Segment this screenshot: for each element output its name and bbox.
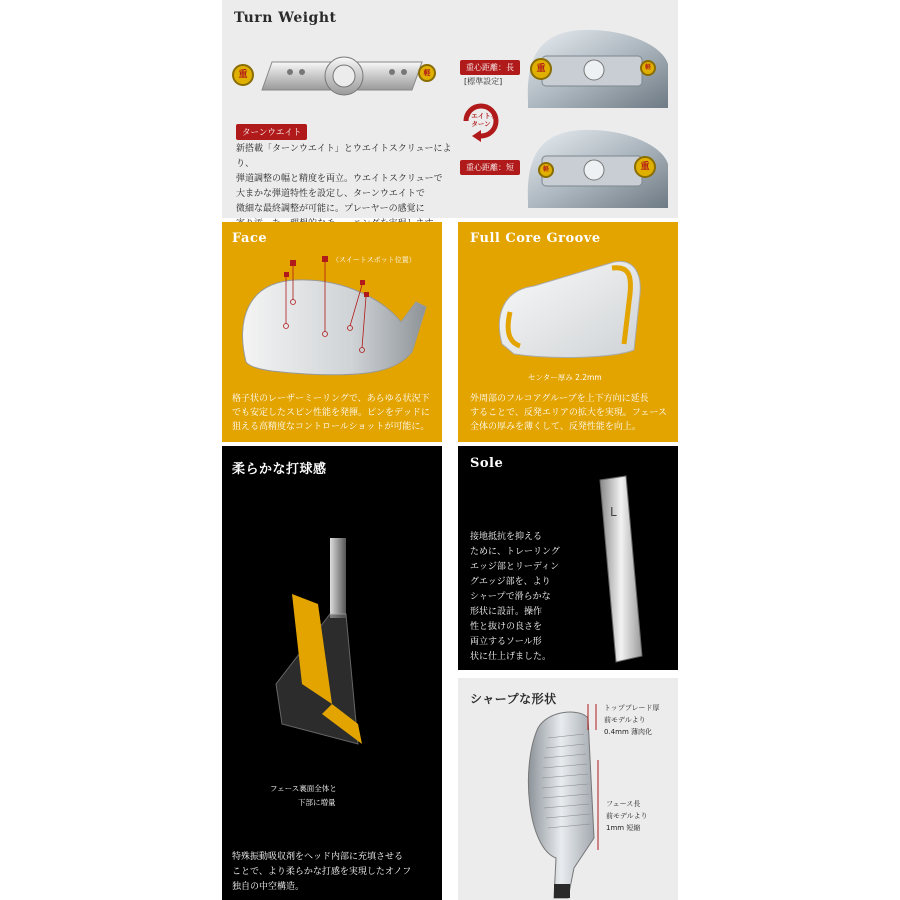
turn-weight-body [236, 142, 466, 232]
face-body [232, 392, 442, 434]
face-image [236, 252, 436, 382]
sole-line-7: 性と抜けの良さを [470, 622, 543, 632]
full-core-title: Full Core Groove [470, 231, 601, 246]
standard-setting-label: [標準設定] [464, 77, 503, 86]
short-cog-tag: 重心距離：短 [460, 160, 520, 175]
top-blade-line-1: トップブレード厚 [604, 704, 660, 712]
turn-weight-tag: ターンウエイト [236, 124, 307, 140]
svg-text:L: L [610, 505, 617, 519]
light-badge: 軽 [418, 64, 436, 82]
full-core-image [494, 254, 644, 364]
full-core-panel [458, 222, 678, 442]
sole-title: Sole [470, 456, 504, 471]
top-blade-line-3: 0.4mm 薄肉化 [604, 728, 652, 736]
face-panel [222, 222, 442, 442]
full-core-line-2: することで、反発エリアの拡大を実現。フェース [470, 408, 667, 418]
face-line-2: でも安定したスピン性能を発揮。ピンをデッドに [232, 408, 430, 418]
sole-line-4: グエッジ部を、より [470, 577, 551, 587]
full-core-body [470, 392, 678, 434]
feel-line-1: 特殊振動吸収剤をヘッド内部に充填させる [232, 852, 404, 862]
feel-note-2: 下部に増量 [298, 798, 336, 807]
long-cog-tag: 重心距離：長 [460, 60, 520, 75]
light-badge-short: 軽 [538, 162, 554, 178]
turn-weight-panel [222, 0, 678, 218]
turn-weight-line-3: 大まかな弾道特性を設定し、ターンウエイトで [236, 189, 425, 199]
feel-body [232, 850, 442, 895]
face-length-line-1: フェース長 [606, 800, 641, 808]
face-length-line-2: 前モデルより [606, 812, 648, 820]
turn-weight-line-2: 弾道調整の幅と精度を両立。ウエイトスクリューで [236, 174, 443, 184]
turn-label [460, 112, 502, 128]
feel-line-3: 独自の中空構造。 [232, 882, 305, 892]
turn-weight-line-4: 微細な最終調整が可能に。プレーヤーの感覚に [236, 204, 425, 214]
light-badge-long: 軽 [640, 60, 656, 76]
sole-line-5: シャープで滑らかな [470, 592, 551, 602]
face-line-3: 狙える高精度なコントロールショットが可能に。 [232, 422, 430, 432]
sole-image [576, 476, 666, 666]
sole-line-9: 状に仕上げました。 [470, 652, 552, 662]
sole-line-8: 両立するソール形 [470, 637, 542, 647]
face-length-line-3: 1mm 短縮 [606, 824, 641, 832]
full-core-line-1: 外周部のフルコアグルーブを上下方向に延長 [470, 394, 649, 404]
turn-weight-title: Turn Weight [234, 10, 337, 26]
hollow-iron-image [262, 534, 422, 764]
sole-line-1: 接地抵抗を抑える [470, 532, 543, 542]
turn-label-2: ターン [471, 120, 491, 128]
heavy-badge-short: 重 [634, 156, 656, 178]
heavy-badge: 重 [232, 64, 254, 86]
sharp-title: シャープな形状 [470, 692, 557, 706]
sole-line-3: エッジ部とリーディン [470, 562, 560, 572]
face-line-1: 格子状のレーザーミーリングで、あらゆる状況下 [232, 394, 430, 404]
center-thickness-label: センター厚み 2.2mm [528, 373, 602, 382]
feel-note [270, 782, 337, 810]
top-blade-note [604, 702, 660, 738]
sole-body [470, 530, 580, 665]
sharp-panel [458, 678, 678, 900]
turn-weight-plate-image [252, 52, 442, 102]
face-title: Face [232, 231, 268, 246]
feel-panel [222, 446, 442, 900]
feel-line-2: ことで、より柔らかな打感を実現したオノフ [232, 867, 412, 877]
full-core-line-3: 全体の厚みを薄くして、反発性能を向上。 [470, 422, 641, 432]
feel-note-1: フェース裏面全体と [270, 784, 337, 793]
sweet-spot-label: （スイートスポット位置） [332, 256, 416, 264]
sole-panel [458, 446, 678, 670]
face-length-note [606, 798, 648, 834]
top-blade-line-2: 前モデルより [604, 716, 646, 724]
heavy-badge-long: 重 [530, 58, 552, 80]
feel-title: 柔らかな打球感 [232, 462, 327, 477]
sole-line-6: 形状に設計。操作 [470, 607, 543, 617]
turn-weight-line-1: 新搭載「ターンウエイト」とウエイトスクリューにより、 [236, 144, 452, 169]
sole-line-2: ために、トレーリング [470, 547, 560, 557]
turn-label-1: ウエイトを [464, 112, 498, 120]
